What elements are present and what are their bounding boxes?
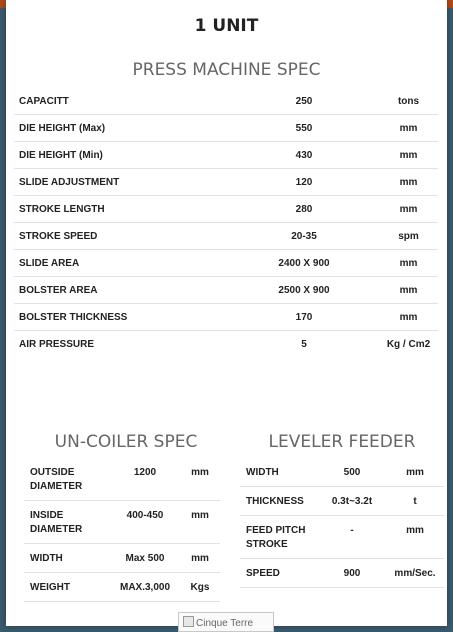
- press-spec-value: 2400 X 900: [209, 250, 379, 277]
- press-spec-value: 5: [301, 338, 307, 350]
- leveler-spec-label: SPEED: [240, 559, 318, 588]
- press-spec-title: PRESS MACHINE SPEC: [132, 60, 321, 80]
- leveler-spec-value: -: [318, 516, 386, 559]
- uncoiler-spec-label: WEIGHT: [24, 573, 110, 602]
- press-spec-table: [14, 88, 438, 357]
- press-spec-value: 280: [209, 196, 379, 223]
- uncoiler-spec-value: MAX.3,000: [110, 573, 180, 602]
- press-spec-value: 20-35: [209, 223, 379, 250]
- press-spec-row: [14, 223, 438, 250]
- leveler-spec-unit: mm: [386, 516, 444, 559]
- press-spec-value: 170: [209, 304, 379, 331]
- press-spec-label: BOLSTER THICKNESS: [14, 304, 209, 331]
- press-spec-row: [14, 115, 438, 142]
- leveler-spec-label: WIDTH: [240, 458, 318, 487]
- leveler-spec-value: 0.3t~3.2t: [318, 487, 386, 516]
- leveler-feeder-title: LEVELER FEEDER: [268, 432, 416, 452]
- uncoiler-spec-title: UN-COILER SPEC: [54, 432, 198, 452]
- uncoiler-spec-row: [24, 501, 220, 544]
- broken-image-alt: Cinque Terre: [196, 618, 254, 629]
- leveler-spec-label: THICKNESS: [240, 487, 318, 516]
- spec-panel: [6, 0, 447, 629]
- press-spec-label: SLIDE ADJUSTMENT: [14, 169, 209, 196]
- press-spec-value: 120: [209, 169, 379, 196]
- uncoiler-spec-unit: mm: [180, 544, 220, 573]
- leveler-spec-unit: mm/Sec.: [386, 559, 444, 588]
- press-spec-label: AIR PRESSURE: [19, 338, 95, 350]
- uncoiler-spec-table: [24, 458, 220, 602]
- uncoiler-spec-unit: mm: [180, 458, 220, 501]
- press-spec-row: [14, 196, 438, 223]
- press-spec-unit: spm: [379, 223, 438, 250]
- uncoiler-spec-value: Max 500: [110, 544, 180, 573]
- leveler-spec-row: [240, 559, 444, 588]
- leveler-spec-row: [240, 516, 444, 559]
- uncoiler-spec-unit: mm: [180, 501, 220, 544]
- press-spec-value: 430: [209, 142, 379, 169]
- uncoiler-spec-value: 400-450: [110, 501, 180, 544]
- press-spec-unit: mm: [379, 169, 438, 196]
- press-spec-row: [14, 250, 438, 277]
- press-spec-label: DIE HEIGHT (Min): [14, 142, 209, 169]
- uncoiler-spec-row: [24, 458, 220, 501]
- press-spec-label: STROKE SPEED: [14, 223, 209, 250]
- press-spec-value: 2500 X 900: [209, 277, 379, 304]
- press-spec-label: DIE HEIGHT (Max): [14, 115, 209, 142]
- broken-image-icon: [183, 616, 194, 627]
- leveler-spec-value: 900: [318, 559, 386, 588]
- uncoiler-spec-label: OUTSIDE DIAMETER: [24, 458, 110, 501]
- press-spec-value: 550: [209, 115, 379, 142]
- uncoiler-spec-label: INSIDE DIAMETER: [24, 501, 110, 544]
- uncoiler-spec-row: [24, 573, 220, 602]
- uncoiler-spec-value: 1200: [110, 458, 180, 501]
- broken-image: [178, 612, 274, 632]
- press-spec-row: [14, 169, 438, 196]
- uncoiler-spec-unit: Kgs: [180, 573, 220, 602]
- press-spec-row: [14, 331, 438, 358]
- press-spec-value: 250: [209, 88, 379, 115]
- press-spec-unit: mm: [379, 304, 438, 331]
- leveler-spec-row: [240, 487, 444, 516]
- press-spec-unit: tons: [379, 88, 438, 115]
- press-spec-unit: mm: [379, 250, 438, 277]
- press-spec-unit: Kg / Cm2: [386, 338, 431, 350]
- press-spec-label: SLIDE AREA: [14, 250, 209, 277]
- uncoiler-spec-row: [24, 544, 220, 573]
- press-spec-unit: mm: [379, 115, 438, 142]
- press-spec-label: STROKE LENGTH: [14, 196, 209, 223]
- uncoiler-spec-label: WIDTH: [24, 544, 110, 573]
- press-spec-row: [14, 277, 438, 304]
- leveler-spec-row: [240, 458, 444, 487]
- press-spec-unit: mm: [379, 142, 438, 169]
- press-spec-row: [14, 88, 438, 115]
- press-spec-label: CAPACITT: [14, 88, 209, 115]
- press-spec-unit: mm: [379, 277, 438, 304]
- press-spec-row: [14, 304, 438, 331]
- leveler-spec-unit: t: [386, 487, 444, 516]
- leveler-spec-label: FEED PITCH STROKE: [240, 516, 318, 559]
- unit-title: 1 UNIT: [194, 16, 259, 36]
- leveler-feeder-table: [240, 458, 444, 588]
- press-spec-unit: mm: [379, 196, 438, 223]
- press-spec-label: BOLSTER AREA: [14, 277, 209, 304]
- press-spec-row: [14, 142, 438, 169]
- leveler-spec-value: 500: [318, 458, 386, 487]
- leveler-spec-unit: mm: [386, 458, 444, 487]
